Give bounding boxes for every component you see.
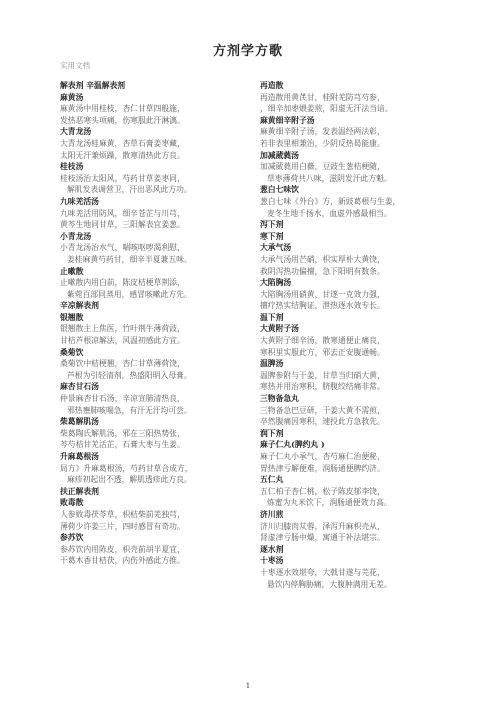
verse-line: 卒然腹痛因寒积，速投此方急救先。: [260, 417, 385, 427]
section-heading: 润下剂: [260, 428, 284, 438]
section-heading: 参苏饮: [60, 533, 84, 543]
verse-line: 大陷胸汤用硝黄，甘遂一克效力强，: [260, 289, 385, 299]
section-heading: 辛凉解表剂: [60, 301, 99, 311]
section-heading: 小青龙汤: [60, 231, 92, 241]
section-heading: 麻黄细辛附子汤: [260, 115, 315, 125]
section-heading: 大承气汤: [260, 243, 292, 253]
verse-line: 加减葳蕤用白薇，豆豉生葱桔梗随，: [260, 162, 385, 172]
verse-line: 若非表里相兼治，少阴反热曷能康。: [260, 138, 385, 148]
verse-line: 太阳无汗兼烦躁，散寒清热此方良。: [60, 150, 185, 160]
section-heading: 三物备急丸: [260, 394, 299, 404]
verse-line: 止嗽散内用白前，陈皮桔梗草荆添，: [60, 278, 185, 288]
verse-line: 甘桔芦根凉解法，风温初感此方宜。: [60, 336, 185, 346]
verse-line: 参苏饮内用陈皮，枳壳前胡半夏宜，: [60, 544, 185, 554]
verse-line: 麻黄细辛附子汤，发表温经两法彰，: [260, 127, 385, 137]
section-heading: 再造散: [260, 81, 284, 90]
verse-line: 寒热并用治寒积，脐腹绞结痛非常。: [260, 382, 385, 392]
verse-line: 大承气汤用芒硝，枳实厚朴大黄饶，: [260, 254, 385, 264]
verse-line: 桂枝汤治太阳风，芍药甘草姜枣同，: [60, 173, 185, 183]
verse-line: 胃热津亏解便难，润肠通便脾约济。: [260, 463, 385, 473]
section-heading: 十枣汤: [260, 556, 284, 566]
section-heading: 银翘散: [60, 312, 84, 322]
section-heading: 加减葳蕤汤: [260, 150, 299, 160]
section-heading: 大黄附子汤: [260, 324, 299, 334]
verse-line: ，细辛加枣煨姜煎，阳虚无汗法当谙。: [260, 104, 393, 114]
verse-line: 姜桂麻黄芍药甘，细辛半夏兼五味。: [67, 254, 192, 264]
verse-line: 麦冬生地千扬水，血虚外感最相当。: [267, 208, 392, 218]
section-heading: 大陷胸汤: [260, 278, 292, 288]
section-heading: 九味羌活汤: [60, 196, 99, 206]
verse-line: 温脾参附与干姜，甘草当归硝大黄，: [260, 370, 385, 380]
verse-line: 肾虚津亏肠中燥，寓通于补法堪宗。: [260, 533, 385, 543]
verse-line: 炼蜜为丸米饮下，润肠通便效力高。: [267, 498, 392, 508]
section-heading: 逐水剂: [260, 544, 284, 554]
left-column: [60, 80, 265, 567]
section-heading: 泻下剂: [260, 220, 284, 230]
section-heading: 止嗽散: [60, 266, 84, 276]
section-heading: 桂枝汤: [60, 162, 84, 172]
verse-line: 济川归膝肉苁蓉，泽泻升麻枳壳从，: [260, 521, 385, 531]
verse-line: 擅疗热实结胸证，泄热逐水效专长。: [260, 301, 385, 311]
section-heading: 麻黄汤: [60, 92, 84, 102]
section-heading: 麻杏甘石汤: [60, 382, 99, 392]
verse-line: 五仁柏子杏仁桃，松子陈皮郁李饶，: [260, 486, 385, 496]
section-heading: 葱白七味饮: [260, 185, 299, 195]
verse-line: 紫菀百部同蒸用，感冒咳嗽此方先。: [67, 289, 192, 299]
verse-line: 九味羌活用防风，细辛苍芷与川芎，: [60, 208, 185, 218]
page-subtitle: 实用文档: [60, 61, 90, 70]
verse-line: 救阴泻热功偏擅，急下阳明有数条。: [260, 266, 385, 276]
verse-line: 仲景麻杏甘石汤，辛凉宣肺清热良，: [60, 394, 185, 404]
verse-line: 寒积里实服此方，邪去正安腹通畅。: [260, 347, 385, 357]
verse-line: 桑菊饮中桔梗翘，杏仁甘草薄荷饶，: [60, 359, 185, 369]
verse-line: 悬饮内停胸胁痛，大腹肿满用无差。: [267, 579, 392, 589]
section-heading: 败毒散: [60, 498, 84, 508]
verse-line: 人参败毒茯苓草，枳桔柴前羌独芎，: [60, 509, 185, 519]
section-heading: 麻子仁丸(脾约丸 ): [260, 440, 325, 450]
verse-line: 三物备急巴豆研，干姜大黄不需煎，: [260, 405, 385, 415]
verse-line: 黄芩生地同甘草，三阳解表宜姜葱。: [60, 220, 185, 230]
verse-line: 草枣薄荷共八味，滋阴发汗此方魁。: [267, 173, 392, 183]
section-heading: 升麻葛根汤: [60, 452, 99, 461]
page-number: 1: [245, 682, 251, 690]
verse-line: 解肌发表调营卫，汗出恶风此方功。: [67, 185, 192, 195]
verse-line: 麻子仁丸小承气，杏芍麻仁治便秘，: [260, 452, 385, 461]
page-title: 方剂学方歌: [212, 44, 283, 59]
section-heading: 扶正解表剂: [60, 486, 99, 496]
verse-line: 大青龙汤桂麻黄，杏草石膏姜枣藏，: [60, 138, 185, 148]
section-heading: 五仁丸: [260, 475, 284, 485]
verse-line: 小青龙汤治水气，喘咳呕哕渴利慰，: [60, 243, 185, 253]
section-heading: 寒下剂: [260, 231, 284, 241]
section-heading: 桑菊饮: [60, 347, 84, 357]
verse-line: 邪热壅肺咳喘急，有汗无汗均可尝。: [67, 405, 192, 415]
verse-line: 局方》升麻葛根汤，芍药甘草合成方，: [60, 463, 193, 473]
right-column: [260, 80, 465, 590]
verse-line: 十枣逐水效堪夸，大戟甘遂与芫花，: [260, 567, 385, 577]
section-heading: 济川煎: [260, 509, 284, 519]
verse-line: 柴葛陶氏解肌汤，邪在三阳热势张，: [60, 428, 185, 438]
verse-line: 薄荷少许姜三片，四时感冒有奇功。: [60, 521, 185, 531]
verse-line: 葱白七味《外台》方，新豉葛根与生姜，: [260, 196, 401, 206]
section-heading: 温脾汤: [260, 359, 284, 369]
verse-line: 芩芍桔甘羌活芷，石膏大枣与生姜。: [60, 440, 185, 450]
verse-line: 芦根为引轻清剂，热盛阳明入母膏。: [67, 370, 192, 380]
section-heading: 柴葛解肌汤: [60, 417, 99, 427]
verse-line: 大黄附子细辛汤，散寒通便止痛良，: [260, 336, 385, 346]
section-heading: 温下剂: [260, 312, 284, 322]
verse-line: 发热恶寒头项痛，伤寒服此汗淋漓。: [60, 115, 185, 125]
section-heading: 大青龙汤: [60, 127, 92, 137]
verse-line: 麻疹初起出不透，解肌透疹此方良。: [67, 475, 192, 485]
verse-line: 麻黄汤中用桂枝，杏仁甘草四般施，: [60, 104, 185, 114]
verse-line: 再造散用黄芪甘，桂附羌防芎芍参，: [260, 92, 385, 102]
verse-line: 干葛木香甘桔茯，内伤外感此方推。: [60, 556, 185, 566]
verse-line: 银翘散主上焦医，竹叶荆牛薄荷豉，: [60, 324, 185, 334]
section-heading: 解表剂 辛温解表剂: [60, 81, 126, 90]
